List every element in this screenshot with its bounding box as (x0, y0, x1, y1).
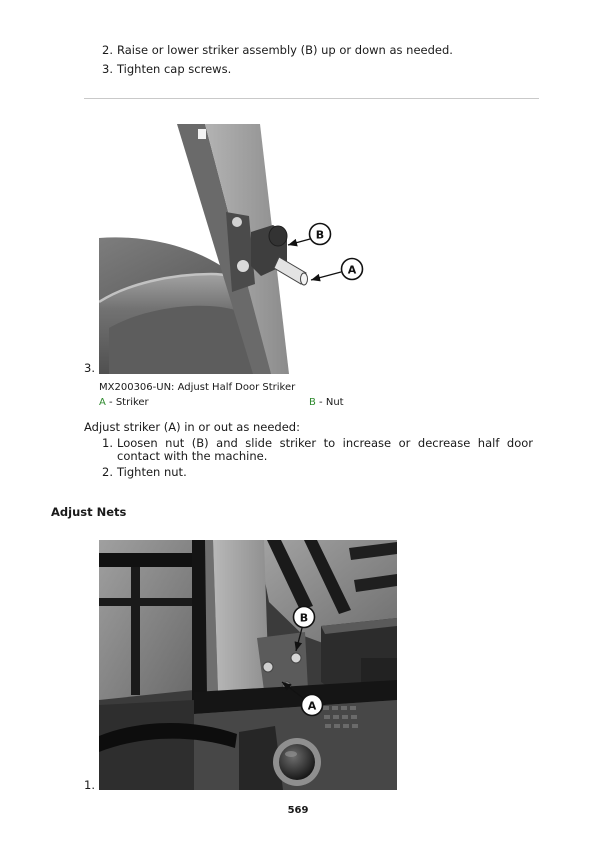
legend-separator: - (105, 397, 116, 408)
callout-a-label: A (307, 699, 317, 713)
nets-illustration (99, 540, 397, 790)
bracket-bolt (263, 662, 273, 672)
post-front (213, 540, 269, 692)
step-number: 3. (102, 62, 113, 76)
step-number: 1. (102, 436, 113, 450)
figure-caption: MX200306-UN: Adjust Half Door Striker (99, 382, 296, 393)
net-frame-left-bar (131, 567, 140, 695)
net-frame-upright (192, 540, 207, 705)
striker-pin-tip (301, 273, 308, 285)
upper-bolt (232, 217, 243, 228)
page-number: 569 (287, 805, 309, 816)
step-number: 2. (102, 465, 113, 479)
callout-b-leader (288, 239, 310, 245)
figure-adjust-nets (99, 540, 397, 790)
net-frame-mid-bar (99, 598, 194, 606)
callout-b-label: B (315, 228, 325, 242)
striker-illustration (99, 124, 367, 374)
figure-step-number: 1. (84, 778, 95, 792)
section-divider (84, 98, 539, 99)
step-text: Tighten cap screws. (117, 62, 232, 76)
callout-a-leader (311, 272, 341, 280)
striker-adjust-intro: Adjust striker (A) in or out as needed: (84, 420, 300, 434)
step-text: Loosen nut (B) and slide striker to increase or decrease half door contact with the machine. (117, 436, 533, 463)
step-text: Raise or lower striker assembly (B) up or down as needed. (117, 43, 453, 57)
knob-highlight (285, 751, 297, 757)
legend-item-nut (309, 397, 344, 409)
net-frame-top-bar (99, 553, 194, 567)
legend-item-striker (99, 397, 149, 409)
knob (279, 744, 315, 780)
figure-adjust-half-door-striker (99, 124, 367, 374)
callout-b-label: B (299, 611, 309, 625)
legend-label: Nut (325, 397, 344, 408)
step-number: 2. (102, 43, 113, 57)
legend-label: Striker (115, 397, 149, 408)
callout-a-label: A (347, 263, 357, 277)
bracket-bolt (291, 653, 301, 663)
legend-separator: - (315, 397, 326, 408)
legend-key: A (99, 397, 106, 408)
step-text: Tighten nut. (117, 465, 187, 479)
section-heading: Adjust Nets (51, 505, 127, 519)
nut (269, 226, 287, 246)
lower-bolt (237, 260, 250, 273)
legend-key: B (309, 397, 316, 408)
post-notch (198, 129, 206, 139)
figure-step-number: 3. (84, 361, 95, 375)
